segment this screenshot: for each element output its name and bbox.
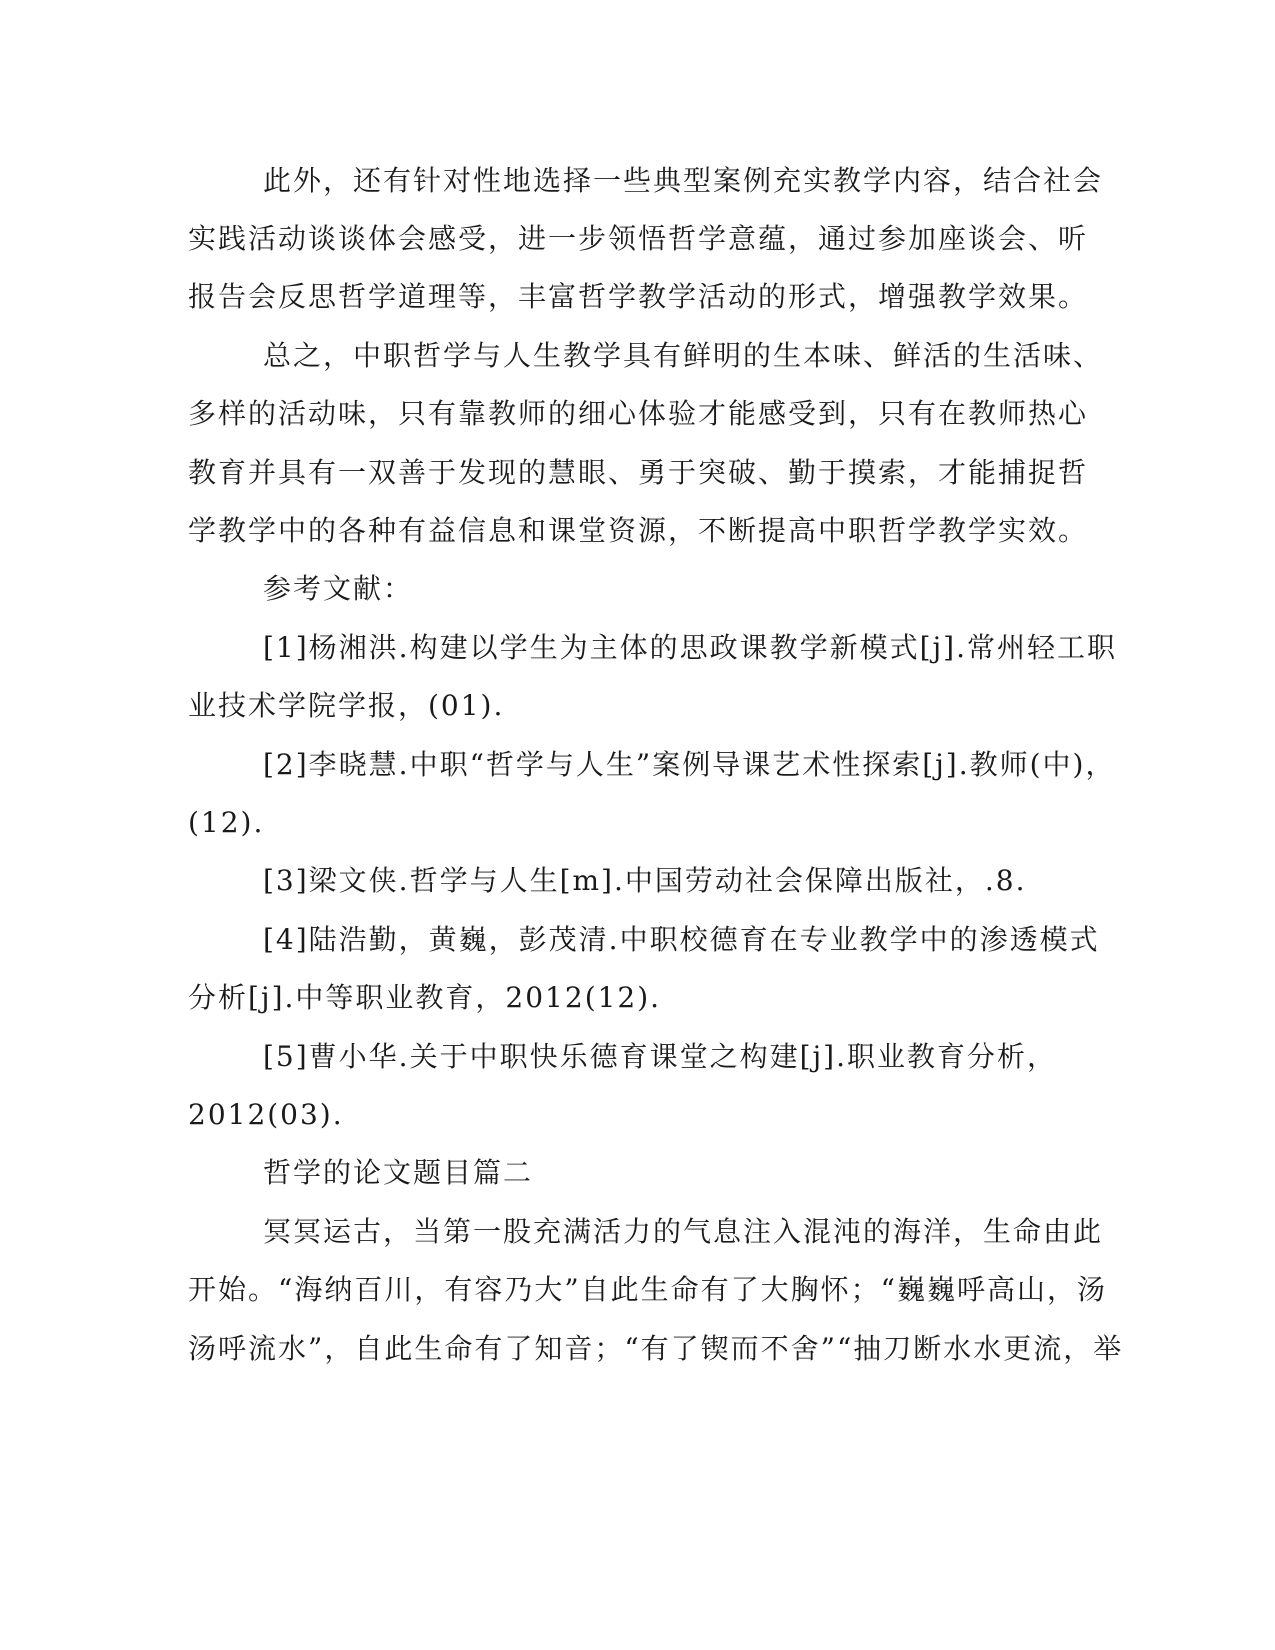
paragraph-1-line-3: 报告会反思哲学道理等，丰富哲学教学活动的形式，增强教学效果。 (188, 280, 1089, 313)
paragraph-2-line-1: 总之，中职哲学与人生教学具有鲜明的生本味、鲜活的生活味、 (263, 339, 1104, 372)
paragraph-3-line-3: 汤呼流水”，自此生命有了知音；“有了锲而不舍”“抽刀断水水更流，举 (188, 1332, 1124, 1365)
paragraph-1-line-1: 此外，还有针对性地选择一些典型案例充实教学内容，结合社会 (263, 164, 1104, 197)
reference-5-line-1: [5]曹小华.关于中职快乐德育课堂之构建[j].职业教育分析， (263, 1040, 1057, 1073)
section-title: 哲学的论文题目篇二 (263, 1156, 534, 1189)
paragraph-2-line-2: 多样的活动味，只有靠教师的细心体验才能感受到，只有在教师热心 (188, 397, 1089, 430)
reference-4-line-1: [4]陆浩勤，黄巍，彭茂清.中职校德育在专业教学中的渗透模式 (263, 923, 1100, 956)
reference-3-line-1: [3]梁文侠.哲学与人生[m].中国劳动社会保障出版社，.8. (263, 864, 1027, 897)
reference-2-line-2: (12). (188, 806, 265, 839)
reference-5-line-2: 2012(03). (188, 1098, 344, 1131)
paragraph-1-line-2: 实践活动谈谈体会感受，进一步领悟哲学意蕴，通过参加座谈会、听 (188, 222, 1089, 255)
reference-4-line-2: 分析[j].中等职业教育，2012(12). (188, 981, 662, 1014)
paragraph-3-line-2: 开始。“海纳百川，有容乃大”自此生命有了大胸怀；“巍巍呼高山，汤 (188, 1273, 1107, 1306)
reference-1-line-1: [1]杨湘洪.构建以学生为主体的思政课教学新模式[j].常州轻工职 (263, 631, 1117, 664)
paragraph-2-line-3: 教育并具有一双善于发现的慧眼、勇于突破、勤于摸索，才能捕捉哲 (188, 456, 1089, 489)
references-heading: 参考文献： (263, 572, 414, 605)
paragraph-2-line-4: 学教学中的各种有益信息和课堂资源，不断提高中职哲学教学实效。 (188, 514, 1089, 547)
reference-2-line-1: [2]李晓慧.中职“哲学与人生”案例导课艺术性探索[j].教师(中)， (263, 748, 1116, 781)
reference-1-line-2: 业技术学院学报，(01). (188, 689, 505, 722)
paragraph-3-line-1: 冥冥运古，当第一股充满活力的气息注入混沌的海洋，生命由此 (263, 1215, 1104, 1248)
